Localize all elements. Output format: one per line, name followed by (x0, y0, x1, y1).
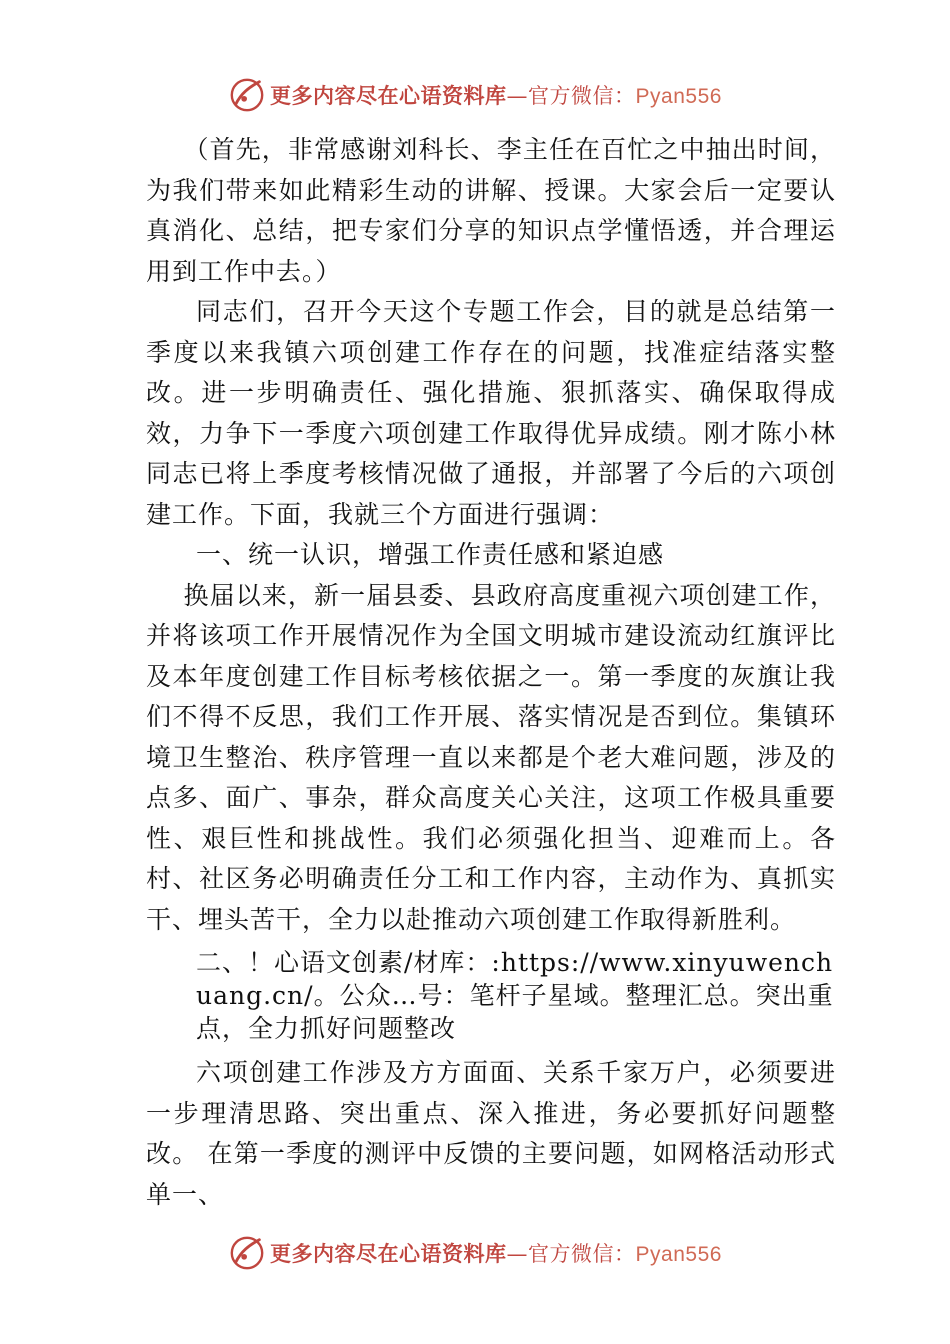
paragraph-section-1: 换届以来，新一届县委、县政府高度重视六项创建工作，并将该项工作开展情况作为全国文明城市建设流动红旗评比及本年度创建工作目标考核依据之一。第一季度的灰旗让我们不得不反思，我们工作开展、落实情况是否到位。集镇环境卫生整治、秩序管理一直以来都是个老大难问题，涉及的点多、面广、事杂，群众高度关心关注，这项工作极具重要性、艰巨性和挑战性。我们必须强化担当、迎难而上。各村、社区务必明确责任分工和工作内容，主动作为、真抓实干、埋头苦干，全力以赴推动六项创建工作取得新胜利。 (146, 580, 836, 934)
banner-wechat-label: 官方微信： (528, 1242, 636, 1266)
header-banner (0, 70, 950, 120)
banner-main-text: 更多内容尽在心语资料库 (270, 1242, 507, 1266)
banner-wechat-id: Pyan556 (635, 85, 722, 108)
footer-banner (0, 1228, 950, 1278)
section-heading-2: 二、！心语文创素/材库：:https://www.xinyuwenchuang.cn/。公众…号：笔杆子星域。整理汇总。突出重点，全力抓好问题整改 (196, 948, 834, 1043)
pen-logo-icon (228, 1234, 266, 1272)
banner-separator: — (506, 84, 529, 108)
banner-wechat-label: 官方微信： (528, 84, 636, 108)
pen-logo-icon (228, 76, 266, 114)
banner-main-text: 更多内容尽在心语资料库 (270, 84, 507, 108)
intro-paragraph: （首先，非常感谢刘科长、李主任在百忙之中抽出时间，为我们带来如此精彩生动的讲解、授课。大家会后一定要认真消化、总结，把专家们分享的知识点学懂悟透，并合理运用到工作中去。） (146, 135, 836, 286)
document-body (146, 130, 836, 1215)
paragraph-section-2: 六项创建工作涉及方方面面、关系千家万户，必须要进一步理清思路、突出重点、深入推进，务必要抓好问题整改。 在第一季度的测评中反馈的主要问题，如网格活动形式单一、 (146, 1058, 836, 1209)
banner-separator: — (506, 1242, 529, 1266)
banner-wechat-id: Pyan556 (635, 1243, 722, 1266)
paragraph-opening: 同志们，召开今天这个专题工作会，目的就是总结第一季度以来我镇六项创建工作存在的问题，找准症结落实整改。进一步明确责任、强化措施、狠抓落实、确保取得成效，力争下一季度六项创建工作取得优异成绩。刚才陈小林同志已将上季度考核情况做了通报，并部署了今后的六项创建工作。下面，我就三个方面进行强调： (146, 297, 836, 529)
section-heading-1: 一、统一认识，增强工作责任感和紧迫感 (196, 540, 665, 569)
